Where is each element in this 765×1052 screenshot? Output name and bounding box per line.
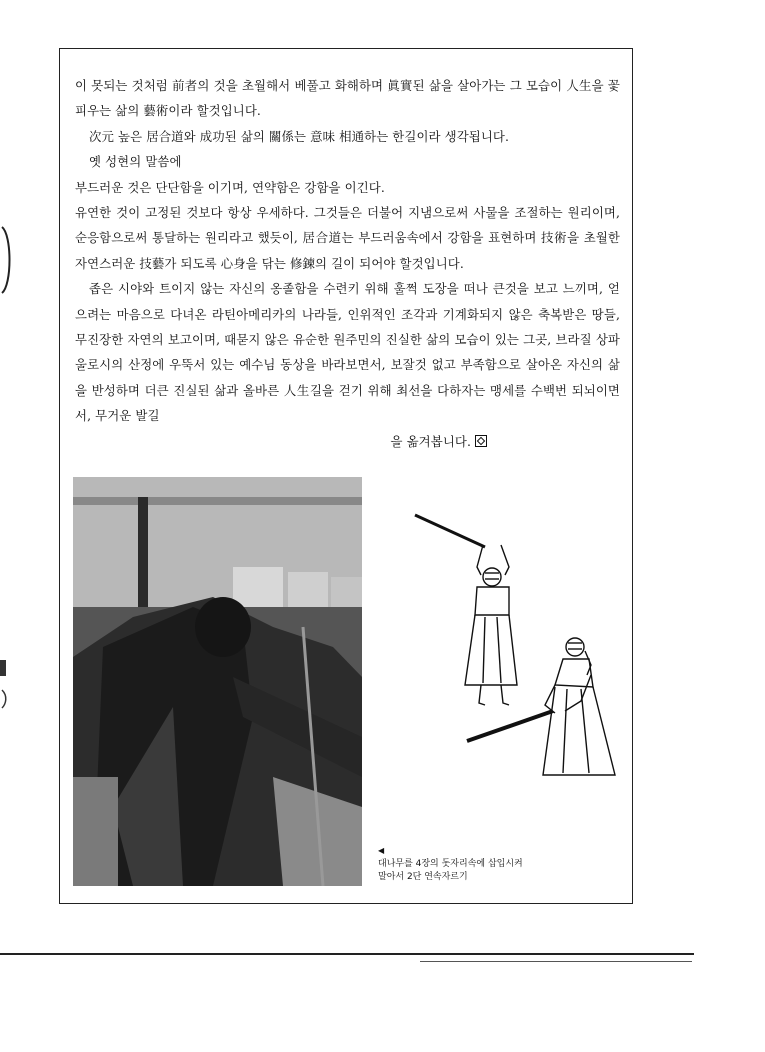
kendo-practitioners-drawing: [405, 505, 625, 785]
article-paragraph: 이 못되는 것처럼 前者의 것을 초월해서 베풀고 화해하며 眞實된 삶을 살아가는 그 모습이 人生을 꽃피우는 삶의 藝術이라 할것입니다.: [75, 78, 620, 119]
figure-caption: [378, 858, 578, 884]
binding-bracket-mark: [0, 225, 14, 295]
caption-line: 말아서 2단 연속자르기: [378, 872, 468, 882]
caption-line: 대나무를 4장의 돗자리속에 삽입시켜: [378, 859, 523, 869]
article-paragraph: 유연한 것이 고정된 것보다 항상 우세하다. 그것들은 더불어 지냄으로써 사물을 조절하는 원리이며, 순응함으로써 통달하는 원리라고 했듯이, 居合道는 부드러움속에서 강함을 표현하며 技術을 초월한 자연스러운 技藝가 되도록 心身을 닦는 修鍊의 길이 되어야 할것입니다.: [75, 205, 620, 271]
caption-pointer-icon: ◀: [378, 846, 385, 855]
article-body: [75, 73, 620, 454]
article-paragraph: 부드러운 것은 단단함을 이기며, 연약함은 강함을 이긴다.: [75, 179, 385, 195]
kendo-practice-photo: [73, 477, 362, 886]
article-closing-line: [75, 429, 620, 454]
square-end-mark-icon: [475, 435, 487, 447]
page-bottom-rule: [0, 953, 694, 955]
article-paragraph: 옛 성현의 말씀에: [89, 154, 182, 170]
article-closing-text: 을 옮겨봅니다.: [390, 433, 471, 449]
photo-illustration: [73, 477, 362, 886]
article-paragraph: 次元 높은 居合道와 成功된 삶의 關係는 意味 相通하는 한길이라 생각됩니다.: [89, 128, 510, 144]
article-paragraph: 좁은 시야와 트이지 않는 자신의 옹졸함을 수련키 위해 훌쩍 도장을 떠나 큰것을 보고 느끼며, 얻으려는 마음으로 다녀온 라틴아메리카의 나라들, 인위적인 조각과 기계화되지 않은 축복받은 땅들, 무진장한 자연의 보고이며, 때묻지 않은 유순한 원주민의 진실한 삶의 모습이 있는 그곳, 브라질 상파울로시의 산정에 우뚝서 있는 예수님 동상을 바라보면서, 보잘것 없고 부족함으로 살아온 자신의 삶을 반성하며 더큰 진실된 삶과 올바른 人生길을 걷기 위해 최선을 다하자는 맹세를 수백번 되뇌이면서, 무거운 발길: [75, 281, 620, 424]
page-bottom-rule-secondary: [420, 961, 692, 962]
binding-edge-mark: [0, 660, 12, 710]
